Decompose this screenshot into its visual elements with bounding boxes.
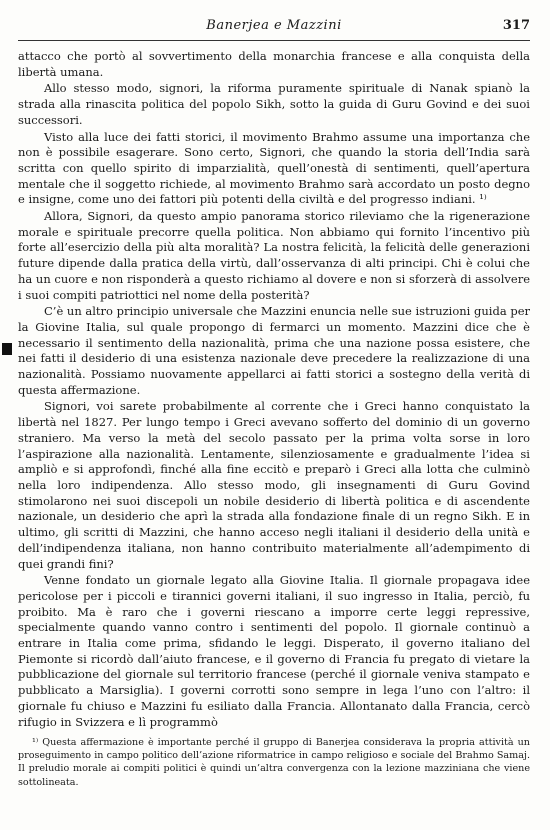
header-rule bbox=[18, 40, 530, 41]
footnote bbox=[18, 736, 530, 789]
paragraph-2: Allo stesso modo, signori, la riforma puramente spirituale di Nanak spianò la strada alla rinascita politica del popolo Sikh, sotto la guida di Guru Govind e dei suoi successori. bbox=[18, 81, 530, 127]
page-number: 317 bbox=[502, 18, 530, 33]
footnote-text: ¹⁾ Questa affermazione è importante perché il gruppo di Banerjea considerava la propria attività un proseguimento in campo politico dell’azione riformatrice in campo religioso e sociale del Brahmo Samaj. Il preludio morale ai compiti politici è quindi un’altra convergenza con la lezione mazziniana che viene sottolineata. bbox=[18, 737, 530, 788]
page-header bbox=[18, 18, 530, 40]
paragraph-7: Venne fondato un giornale legato alla Giovine Italia. Il giornale propagava idee pericolose per i piccoli e tirannici governi italiani, il suo ingresso in Italia, perciò, fu proibito. Ma è raro che i governi riescano a imporre certe leggi repressive, specialmente quando vanno contro i sentimenti del popolo. Il giornale continuò a entrare in Italia come prima, sfidando le leggi. Disperato, il governo italiano del Piemonte si ricordò dall’aiuto francese, e il governo di Francia fu pregato di vietare la pubblicazione del giornale sul territorio francese (perché il giornale veniva stampato e pubblicato a Marsiglia). I governi corrotti sono sempre in lega l’uno con l’altro: il giornale fu chiuso e Mazzini fu esiliato dalla Francia. Allontanato dalla Francia, cercò rifugio in Svizzera e lì programmò bbox=[18, 573, 530, 729]
paragraph-5: C’è un altro principio universale che Mazzini enuncia nelle sue istruzioni guida per la Giovine Italia, sul quale propongo di fermarci un momento. Mazzini dice che è necessario il sentimento della nazionalità, prima che una nazione possa esistere, che nei fatti il desiderio di una esistenza nazionale deve precedere la realizzazione di una nazionalità. Possiamo nuovamente appellarci ai fatti storici a sostegno della verità di questa affermazione. bbox=[18, 304, 530, 397]
paragraph-3: Visto alla luce dei fatti storici, il movimento Brahmo assume una importanza che non è possibile esagerare. Sono certo, Signori, che quando la storia dell’India sarà scritta con quello spirito di imparzialità, quell’onestà di sentimenti, quell’apertura mentale che il soggetto richiede, al movimento Brahmo sarà accordato un posto degno e insigne, come uno dei fattori più potenti della civiltà e del progresso indiani. ¹⁾ bbox=[18, 129, 530, 207]
paragraph-4: Allora, Signori, da questo ampio panorama storico rileviamo che la rigenerazione morale e spirituale precorre quella politica. Non abbiamo qui fornito l’incentivo più forte all’esercizio della più alta moralità? La nostra felicità, la felicità delle generazioni future dipende dalla pratica della virtù, dall’osservanza di alti principi. Chi è colui che ha un cuore e non risponderà a questo richiamo al dovere e non si sforzerà di assolvere i suoi compiti patriottici nel nome della posterità? bbox=[18, 209, 530, 302]
body-text bbox=[18, 49, 530, 731]
paragraph-6: Signori, voi sarete probabilmente al corrente che i Greci hanno conquistato la libertà nel 1827. Per lungo tempo i Greci avevano sofferto del dominio di un governo straniero. Ma verso la metà del secolo passato per la prima volta sorse in loro l’aspirazione alla nazionalità. Lentamente, silenziosamente e gradualmente l’idea si ampliò e si approfondì, finché alla fine eccitò e preparò i Greci alla lotta che culminò nella loro indipendenza. Allo stesso modo, gli insegnamenti di Guru Govind stimolarono nei suoi discepoli un nobile desiderio di libertà politica e di ascendente nazionale, un desiderio che aprì la strada alla fondazione finale di un regno Sikh. E in ultimo, gli scritti di Mazzini, che hanno acceso negli italiani il desiderio della unità e dell’indipendenza italiana, non hanno contribuito materialmente all’adempimento di quei grandi fini? bbox=[18, 399, 530, 571]
paragraph-1: attacco che portò al sovvertimento della monarchia francese e alla conquista della libertà umana. bbox=[18, 49, 530, 79]
running-head: Banerjea e Mazzini bbox=[206, 18, 342, 33]
margin-marker bbox=[2, 343, 12, 355]
